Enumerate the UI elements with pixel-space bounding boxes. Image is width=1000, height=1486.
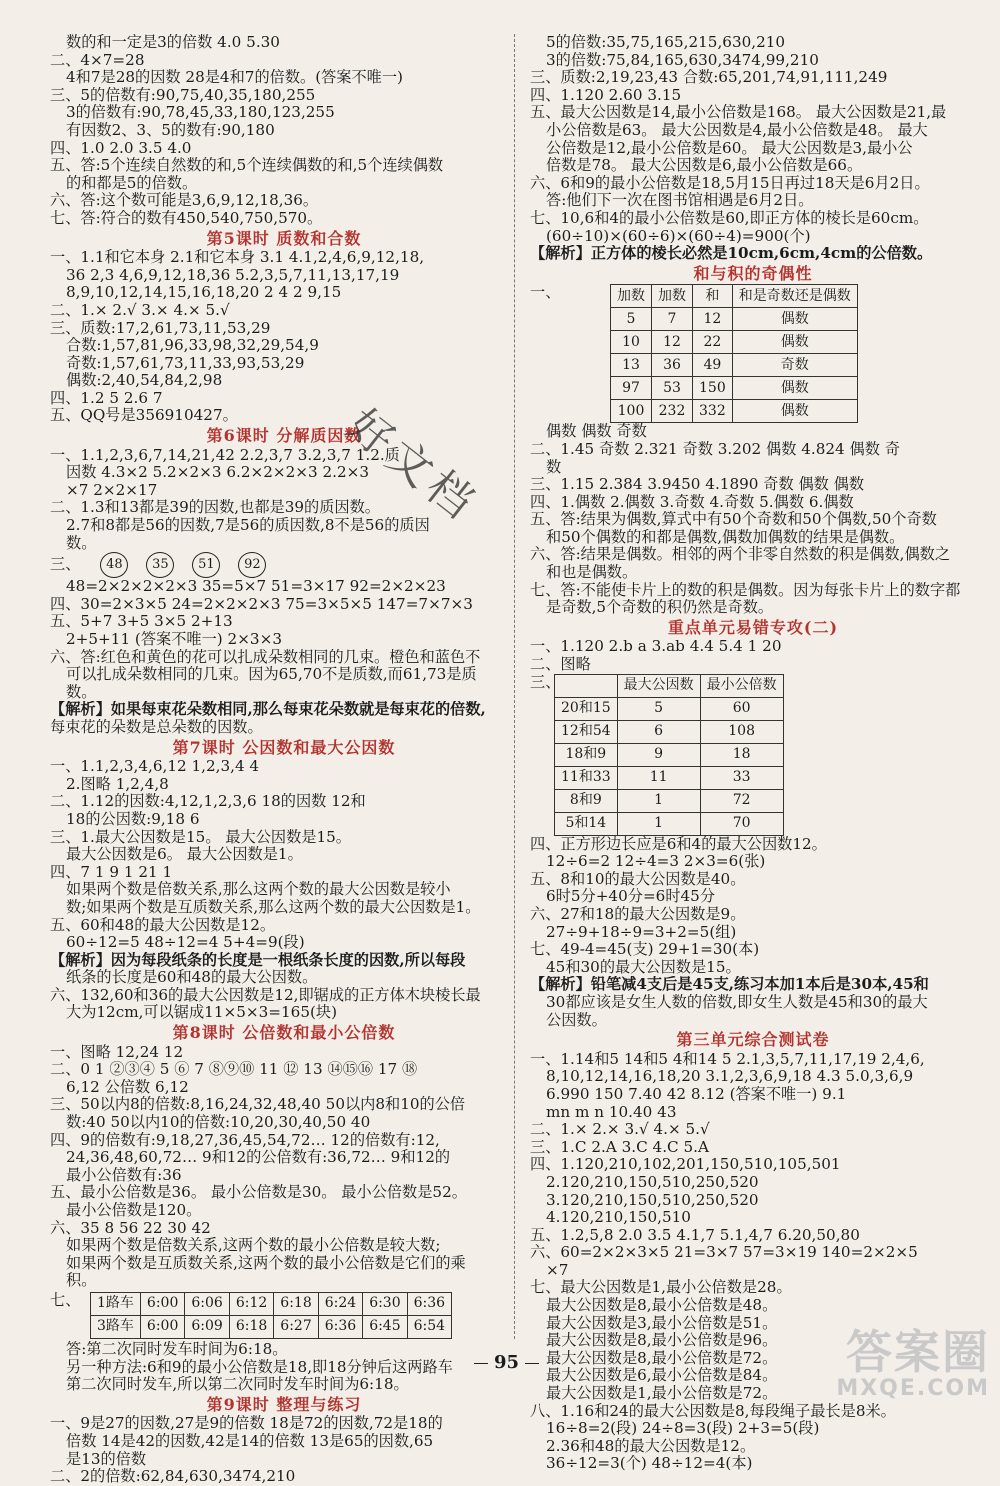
table-cell: 和是奇数还是偶数 [732,285,857,308]
answer-line: 2+5+11 (答案不唯一) 2×3×3 [66,631,282,648]
table-cell: 20和15 [555,697,618,720]
answer-line: 是13的倍数 [66,1450,147,1468]
table-cell: 1 [617,789,700,812]
answer-line: 三、5的倍数有:90,75,40,35,180,255 [50,86,316,104]
answer-line: 纸条的长度是60和48的最大公因数。 [66,969,318,987]
answer-line: 四、1.2 5 2.6 7 [50,389,163,407]
answer-line: 30都应该是女生人数的倍数,即女生人数是45和30的最大 [546,993,928,1011]
table-row [555,743,784,766]
right-column [530,34,976,1473]
answer-line: 最大公因数是3,最小公倍数是51。 [546,1314,778,1332]
table-cell: 加数 [652,285,693,308]
answer-line: 三、1.最大公因数是15。 最大公因数是15。 [50,828,351,846]
answer-line: 三、质数:2,19,23,43 合数:65,201,74,91,111,249 [530,69,888,87]
handwritten-stamp: 好文档 [337,399,488,532]
circled-number: 92 [238,552,266,578]
table-cell: 6:45 [363,1315,407,1338]
left-column [50,34,518,1486]
answer-line: 24,36,48,60,72… 9和12的公倍数有:36,72… 9和12的 [66,1149,451,1167]
lesson-6-answers-b [50,578,518,736]
table-cell: 偶数 [732,400,857,423]
answer-line: 六、答:结果是偶数。相邻的两个非零自然数的积是偶数,偶数之 [530,546,951,564]
answer-line: ×7 2×2×17 [66,481,158,499]
circled-number: 51 [192,552,220,578]
table-row [91,1315,452,1338]
answer-line: 第二次同时发车,所以第二次同时发车时间为6:18。 [66,1376,409,1394]
answer-line: 6时5分+40分=6时45分 [546,888,716,906]
answer-line: 偶数:2,40,54,84,2,98 [66,372,223,390]
table-cell [555,674,618,697]
answer-line: 奇数:1,57,61,73,11,33,93,53,29 [66,354,305,372]
table-cell: 1路车 [91,1292,141,1315]
table-row [611,308,858,331]
table-cell: 6:09 [185,1315,229,1338]
gcd-table-block [530,674,976,836]
table-cell: 36 [652,354,693,377]
table-cell: 6:54 [407,1315,451,1338]
lesson-9-answers [50,1415,518,1485]
lesson-8-answers-a [50,1044,518,1290]
answer-line: 如果两个数是倍数关系,那么这两个数的最大公因数是较小 [66,881,451,899]
answer-line: 另一种方法:6和9的最小公倍数是18,即18分钟后这两路车 [66,1358,453,1376]
page-number [468,1352,545,1373]
answer-line: 一、1.1,2,3,4,6,12 1,2,3,4 4 [50,758,260,776]
table-cell: 12 [693,308,733,331]
table-cell: 6:06 [185,1292,229,1315]
answer-line: 最大公因数是6,最小公倍数是84。 [546,1367,778,1385]
table-cell: 12和54 [555,720,618,743]
table-cell: 3路车 [91,1315,141,1338]
table-cell: 72 [700,789,783,812]
answer-line: 积。 [66,1272,97,1290]
answer-line: 一、9是27的因数,27是9的倍数 18是72的因数,72是18的 [50,1415,443,1433]
answer-line: 四、9的倍数有:9,18,27,36,45,54,72… 12的倍数有:12, [50,1131,440,1149]
answer-line: 四、1.120,210,102,201,150,510,105,501 [530,1156,841,1174]
table-cell: 6:36 [407,1292,451,1315]
watermark-logo [836,1325,990,1401]
answer-line: 最小公倍数是120。 [66,1202,202,1219]
table-cell: 5 [611,308,652,331]
answer-line: 8,9,10,12,14,15,16,18,20 2 4 2 9,15 [66,284,342,302]
answer-line: 5的倍数:35,75,165,215,630,210 [546,34,786,51]
table-cell: 70 [700,812,783,835]
answer-line: 五、最小公倍数是36。 最小公倍数是30。 最小公倍数是52。 [50,1184,467,1202]
answer-line: 六、答:这个数可能是3,6,9,12,18,36。 [50,192,319,210]
table-cell: 5和14 [555,812,618,835]
table-row [611,331,858,354]
answer-line: 36÷12=3(个) 48÷12=4(本) [546,1455,753,1473]
table-cell: 1 [617,812,700,835]
answer-line: 数;如果两个数是互质数关系,那么这两个数的最大公因数是1。 [66,898,481,916]
bus-table-block [50,1292,518,1339]
heading-lesson-8: 第8课时 公倍数和最小公倍数 [172,1023,396,1043]
table-cell: 6 [617,720,700,743]
heading-lesson-9: 第9课时 整理与练习 [206,1394,362,1414]
answer-line: 四、30=2×3×5 24=2×2×2×3 75=3×5×5 147=7×7×3 [50,595,473,613]
circled-number: 48 [100,552,128,578]
table-cell: 60 [700,697,783,720]
table-cell: 最小公倍数 [700,674,783,697]
heading-key-unit: 重点单元易错专攻(二) [667,617,839,637]
answer-line: 数。 [66,683,97,701]
answer-line: 四、正方形边长应是6和4的最大公因数12。 [530,835,827,853]
answer-line: 45和30的最大公因数是15。 [546,958,741,976]
table-cell: 332 [693,400,733,423]
answer-line: 七、10,6和4的最小公倍数是60,即正方体的棱长是60cm。 [530,209,929,227]
answer-line: 60÷12=5 48÷12=4 5+4=9(段) [66,934,305,952]
table-cell: 22 [693,331,733,354]
table-row [611,400,858,423]
table-cell: 加数 [611,285,652,308]
table-cell: 108 [700,720,783,743]
table-cell: 偶数 [732,308,857,331]
answer-line: 六、35 8 56 22 30 42 [50,1219,211,1237]
answer-line: (60÷10)×(60÷6)×(60÷4)=900(个) [546,227,811,245]
answer-line: 数。 [66,534,97,552]
unit-test-answers [530,1051,976,1473]
table-row [91,1292,452,1315]
answer-line: 五、答:5个连续自然数的和,5个连续偶数的和,5个连续偶数 [50,157,444,175]
odd-table-lead: 一、 [530,283,561,302]
column-divider [514,34,515,1339]
table-cell: 18 [700,743,783,766]
table-cell: 偶数 [732,377,857,400]
gcd-table-lead: 三、 [530,672,561,691]
answer-line: 五、最大公因数是14,最小公倍数是168。 最大公因数是21,最 [530,104,947,122]
answer-line: 三、1.C 2.A 3.C 4.C 5.A [530,1138,709,1156]
answer-line: 七、最大公因数是1,最小公倍数是28。 [530,1279,792,1297]
answer-line: 六、27和18的最大公因数是9。 [530,906,746,923]
table-cell: 6:12 [229,1292,273,1315]
page-number-text: 95 [494,1352,520,1373]
answer-line: 【解析】如果每束花朵数相同,那么每束花朵数就是每束花的倍数, [50,701,486,719]
key-unit-answers-b [530,836,976,1030]
answer-line: 公倍数是12,最小公倍数是60。 最大公因数是3,最小公 [546,139,913,157]
lesson-5-answers [50,249,518,425]
answer-line: 一、1.1和它本身 2.1和它本身 3.1 4.1,2,4,6,9,12,18, [50,249,425,267]
answer-line: 五、答:结果为偶数,算式中有50个奇数和50个偶数,50个奇数 [530,511,937,529]
answer-line: 大为12cm,可以锯成11×5×3=165(块) [66,1004,338,1022]
answer-line: 倍数 14是42的因数,42是14的倍数 13是65的因数,65 [66,1432,434,1450]
answer-line: 六、132,60和36的最大公因数是12,即锯成的正方体木块棱长最 [50,986,481,1004]
answer-line: 【解析】铅笔减4支后是45支,练习本加1本后是30本,45和 [530,976,929,994]
answer-line: 二、1.× 2.× 3.√ 4.× 5.√ [530,1121,710,1139]
answer-line: 每束花的朵数是总朵数的因数。 [50,718,263,736]
left-intro [50,34,518,228]
lesson-7-answers [50,758,518,1022]
table-cell: 最大公因数 [617,674,700,697]
answer-line: 的和都是5的倍数。 [66,174,198,192]
answer-line: 12÷6=2 12÷4=3 2×3=6(张) [546,853,766,871]
answer-line: 小公倍数是63。 最大公因数是4,最小公倍数是48。 最大 [546,121,928,139]
answer-line: 最大公因数是6。 最大公因数是1。 [66,846,303,864]
table-cell: 53 [652,377,693,400]
table-cell: 10 [611,331,652,354]
answer-line: 五、8和10的最大公因数是40。 [530,870,746,888]
table-cell: 13 [611,354,652,377]
table-cell: 8和9 [555,789,618,812]
answer-line: 27÷9+18÷9=3+2=5(组) [546,923,737,941]
answer-line: 可以扎成朵数相同的几束。因为65,70不是质数,而61,73是质 [66,666,477,684]
bus-table-lead: 七、 [50,1290,81,1309]
table-cell: 6:27 [274,1315,318,1338]
answer-line: 合数:1,57,81,96,33,98,32,29,54,9 [66,337,319,355]
table-cell: 11 [617,766,700,789]
answer-line: 六、6和9的最小公倍数是18,5月15日再过18天是6月2日。 [530,174,930,192]
watermark-title: 答案圈 [846,1325,990,1379]
answer-line: 最大公因数是8,最小公倍数是72。 [546,1349,778,1367]
answer-line: 2.36和48的最大公因数是12。 [546,1437,756,1455]
answer-line: 6,12 公倍数 6,12 [66,1078,189,1096]
table-cell: 18和9 [555,743,618,766]
answer-line: 如果两个数是互质数关系,这两个数的最小公倍数是它们的乘 [66,1254,466,1272]
answer-line: 六、60=2×2×3×5 21=3×7 57=3×19 140=2×2×5 [530,1244,918,1262]
table-cell: 6:30 [363,1292,407,1315]
answer-line: 最大公因数是8,最小公倍数是48。 [546,1297,778,1315]
heading-odd-even: 和与积的奇偶性 [693,263,813,283]
answer-line: mn m n 10.40 43 [546,1103,677,1121]
table-cell: 6:18 [274,1292,318,1315]
answer-line: 如果两个数是倍数关系,这两个数的最小公倍数是较大数; [66,1237,441,1255]
answer-line: 二、2的倍数:62,84,630,3474,210 [50,1468,296,1486]
answer-line: 四、1.0 2.0 3.5 4.0 [50,139,192,157]
answer-line: 最大公因数是8,最小公倍数是96。 [546,1332,778,1350]
answer-line: 七、答:不能使卡片上的数的积是偶数。因为每张卡片上的数字都 [530,581,961,599]
answer-line: 四、1.120 2.60 3.15 [530,86,682,104]
answer-line: ×7 [546,1261,569,1279]
table-row [611,377,858,400]
table-row [611,354,858,377]
answer-line: 五、5+7 3+5 3×5 2+13 [50,613,233,631]
table-cell: 11和33 [555,766,618,789]
answer-line: 二、1.× 2.√ 3.× 4.× 5.√ [50,301,230,319]
answer-line: 18的公因数:9,18 6 [66,810,200,828]
circled-numbers-row [50,552,518,578]
table-cell: 奇数 [732,354,857,377]
table-cell: 和 [693,285,733,308]
table-cell: 232 [652,400,693,423]
answer-line: 答:第二次同时发车时间为6:18。 [66,1340,288,1358]
answer-line: 数 [546,458,562,476]
answer-line: 最大公因数是1,最小公倍数是72。 [546,1385,778,1403]
answer-line: 【解析】因为每段纸条的长度是一根纸条长度的因数,所以每段 [50,951,466,969]
table-cell: 12 [652,331,693,354]
table-cell: 6:24 [318,1292,362,1315]
answer-line: 一、1.120 2.b a 3.ab 4.4 5.4 1 20 [530,638,782,656]
answer-line: 最小公倍数有:36 [66,1166,182,1184]
table-cell: 6:18 [229,1315,273,1338]
answer-line: 数:40 50以内10的倍数:10,20,30,40,50 40 [66,1114,371,1132]
answer-line: 和50个偶数的和都是偶数,偶数加偶数的结果是偶数。 [546,528,905,546]
right-intro [530,34,976,263]
answer-line: 因数 4.3×2 5.2×2×3 6.2×2×2×3 2.2×3 [66,464,370,482]
answer-line: 四、1.偶数 2.偶数 3.奇数 4.奇数 5.偶数 6.偶数 [530,493,854,511]
table-cell: 33 [700,766,783,789]
heading-lesson-5: 第5课时 质数和合数 [206,228,362,248]
answer-line: 3.120,210,150,510,250,520 [546,1191,759,1209]
answer-line: 4.120,210,150,510 [546,1209,691,1227]
answer-line: 六、答:红色和黄色的花可以扎成朵数相同的几束。橙色和蓝色不 [50,648,481,666]
circles-lead: 三、 [50,555,81,574]
table-cell: 97 [611,377,652,400]
watermark-url: MXQE.COM [836,1376,990,1401]
answer-line: 二、1.12的因数:4,12,1,2,3,6 18的因数 12和 [50,793,366,811]
answer-line: 和也是偶数。 [546,564,638,582]
odd-even-table-block [530,284,976,423]
table-cell: 7 [652,308,693,331]
heading-unit-test: 第三单元综合测试卷 [676,1030,830,1050]
table-cell: 100 [611,400,652,423]
table-cell: 6:00 [140,1315,184,1338]
answer-line: 2.7和8都是56的因数,7是56的质因数,8不是56的质因 [66,517,430,535]
odd-even-table [610,284,858,423]
table-cell: 6:00 [140,1292,184,1315]
table-row [555,697,784,720]
table-cell: 偶数 [732,331,857,354]
answer-line: 2.120,210,150,510,250,520 [546,1173,759,1191]
answer-line: 3的倍数:75,84,165,630,3474,99,210 [546,51,819,69]
answer-line: 数的和一定是3的倍数 4.0 5.30 [66,34,280,51]
answer-line: 三、1.15 2.384 3.9450 4.1890 奇数 偶数 偶数 [530,476,865,494]
answer-line: 七、49-4=45(支) 29+1=30(本) [530,941,760,959]
answer-line: 五、QQ号是356910427。 [50,407,238,425]
answer-line: 二、0 1 ②③④ 5 ⑥ 7 ⑧⑨⑩ 11 ⑫ 13 ⑭⑮⑯ 17 ⑱ [50,1061,418,1079]
answer-line: 3的倍数有:90,78,45,33,180,123,255 [66,104,335,122]
table-cell: 49 [693,354,733,377]
answer-line: 三、质数:17,2,61,73,11,53,29 [50,319,271,337]
answer-line: 五、1.2,5,8 2.0 3.5 4.1,7 5.1,4,7 6.20,50,80 [530,1226,860,1244]
answer-line: 是奇数,5个奇数的积仍然是奇数。 [546,599,774,617]
answer-line: 16÷8=2(段) 24÷8=3(段) 2+3=5(段) [546,1420,820,1438]
table-row [555,720,784,743]
answer-line: 一、1.14和5 14和5 4和14 5 2.1,3,5,7,11,17,19 2,4,6, [530,1050,925,1068]
table-row [555,789,784,812]
answer-line: 4和7是28的因数 28是4和7的倍数。(答案不唯一) [66,69,403,87]
answer-line: 八、1.16和24的最大公因数是8,每段绳子最长是8米。 [530,1402,896,1420]
answer-line: 偶数 偶数 奇数 [546,423,647,441]
answer-line: 公因数。 [546,1011,607,1029]
circled-number: 35 [146,552,174,578]
gcd-lcm-table [554,674,784,836]
answer-line: 二、4×7=28 [50,51,145,69]
answer-line: 48=2×2×2×2×3 35=5×7 51=3×17 92=2×2×23 [66,578,446,596]
answer-line: 一、1.1,2,3,6,7,14,21,42 2.2,3,7 3.2,3,7 1.2.质 [50,446,400,464]
table-row [555,812,784,835]
answer-line: 答:他们下一次在图书馆相遇是6月2日。 [546,192,814,210]
answer-line: 倍数是78。 最大公因数是6,最小公倍数是66。 [546,157,863,175]
answer-line: 五、60和48的最大公因数是12。 [50,916,276,934]
table-cell: 6:36 [318,1315,362,1338]
answer-line: 2.图略 1,2,4,8 [66,775,169,793]
heading-lesson-7: 第7课时 公因数和最大公因数 [172,737,396,757]
answer-line: 有因数2、3、5的数有:90,180 [66,121,275,139]
bus-schedule-table [90,1292,452,1339]
table-cell: 9 [617,743,700,766]
lesson-8-answers-b [50,1341,518,1394]
key-unit-answers-a [530,638,976,673]
answer-line: 6.990 150 7.40 42 8.12 (答案不唯一) 9.1 [546,1085,847,1103]
answer-line: 二、1.3和13都是39的因数,也都是39的质因数。 [50,499,380,517]
answer-line: 一、图略 12,24 12 [50,1043,184,1061]
answer-line: 二、图略 [530,656,591,674]
answer-line: 七、答:符合的数有450,540,750,570。 [50,209,323,227]
heading-lesson-6: 第6课时 分解质因数 [206,426,362,446]
odd-even-answers [530,423,976,617]
table-cell: 150 [693,377,733,400]
answer-line: 8,10,12,14,16,18,20 3.1,2,3,6,9,18 4.3 5.0,3,6,9 [546,1068,914,1086]
table-cell: 5 [617,697,700,720]
answer-line: 四、7 1 9 1 21 1 [50,863,173,881]
table-row [555,766,784,789]
answer-line: 【解析】正方体的棱长必然是10cm,6cm,4cm的公倍数。 [530,245,933,263]
answer-line: 二、1.45 奇数 2.321 奇数 3.202 偶数 4.824 偶数 奇 [530,440,900,458]
answer-line: 36 2,3 4,6,9,12,18,36 5.2,3,5,7,11,13,17,19 [66,266,400,284]
answer-line: 三、50以内8的倍数:8,16,24,32,48,40 50以内8和10的公倍 [50,1096,466,1114]
